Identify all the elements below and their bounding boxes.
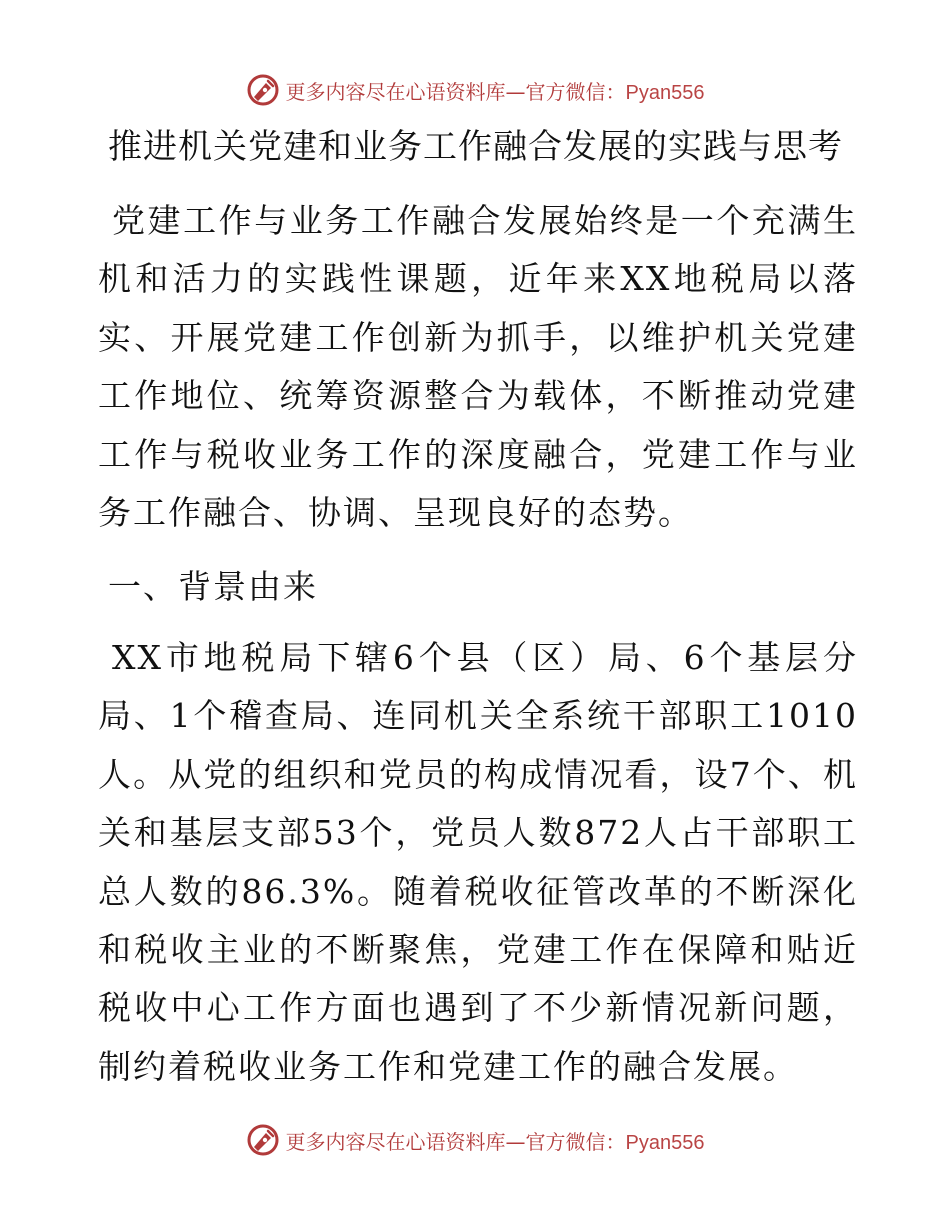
- banner-account: Pyan556: [625, 1131, 705, 1154]
- banner-text: [286, 1126, 705, 1155]
- banner-main-text: 更多内容尽在心语资料库: [285, 1129, 506, 1154]
- banner-separator: —: [505, 79, 526, 104]
- banner-main-text: 更多内容尽在心语资料库: [285, 79, 506, 104]
- banner-suffix: 官方微信：: [525, 79, 626, 104]
- header-banner: [0, 70, 950, 110]
- banner-separator: —: [505, 1129, 526, 1154]
- banner-text: [286, 76, 705, 105]
- footer-banner: [0, 1120, 950, 1160]
- document-title: 推进机关党建和业务工作融合发展的实践与思考: [108, 127, 843, 167]
- banner-suffix: 官方微信：: [525, 1129, 626, 1154]
- section-heading: 一、背景由来: [108, 567, 318, 606]
- pen-nib-logo-icon: [246, 1123, 280, 1157]
- intro-paragraph: 党建工作与业务工作融合发展始终是一个充满生机和活力的实践性课题，近年来XX地税局以落实、开展党建工作创新为抓手，以维护机关党建工作地位、统筹资源整合为载体，不断推动党建工作与税收业务工作的深度融合，党建工作与业务工作融合、协调、呈现良好的态势。: [98, 201, 858, 533]
- banner-account: Pyan556: [625, 81, 705, 104]
- pen-nib-logo-icon: [246, 73, 280, 107]
- section-body-paragraph: XX市地税局下辖6个县（区）局、6个基层分局、1个稽查局、连同机关全系统干部职工1010人。从党的组织和党员的构成情况看，设7个、机关和基层支部53个，党员人数872人占干部职工总人数的86.3%。随着税收征管改革的不断深化和税收主业的不断聚焦，党建工作在保障和贴近税收中心工作方面也遇到了不少新情况新问题，制约着税收业务工作和党建工作的融合发展。: [98, 638, 858, 1086]
